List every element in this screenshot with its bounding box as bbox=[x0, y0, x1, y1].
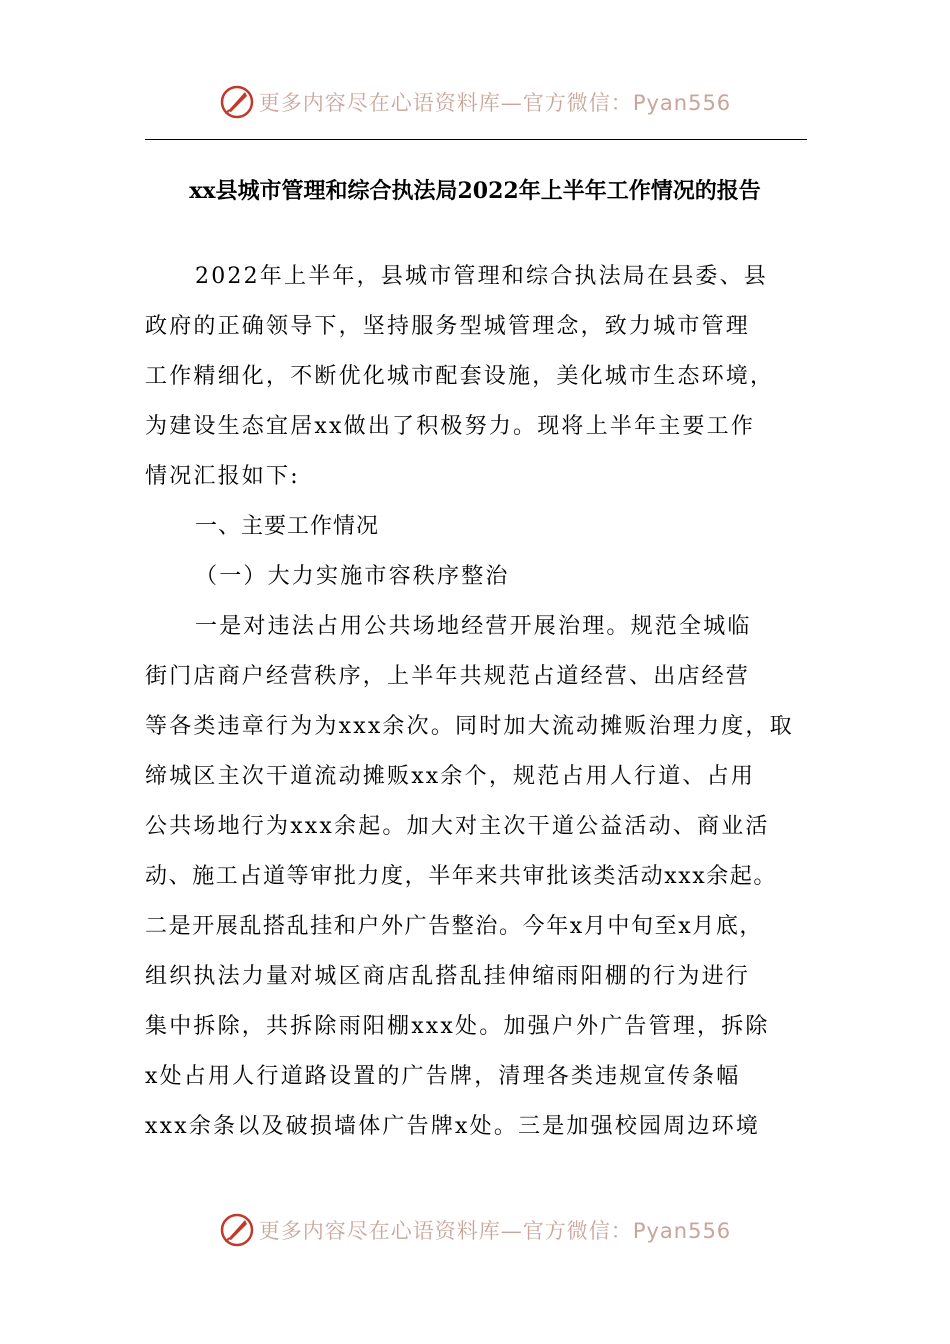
intro-line: 为建设生态宜居xx做出了积极努力。现将上半年主要工作 bbox=[145, 414, 756, 439]
body-line: x处占用人行道路设置的广告牌，清理各类违规宣传条幅 bbox=[145, 1064, 741, 1089]
header-divider bbox=[145, 139, 807, 140]
body-line: 一是对违法占用公共场地经营开展治理。规范全城临 bbox=[195, 614, 752, 639]
body-line: xxx余条以及破损墙体广告牌x处。三是加强校园周边环境 bbox=[145, 1114, 761, 1139]
body-line: 组织执法力量对城区商店乱搭乱挂伸缩雨阳棚的行为进行 bbox=[145, 964, 751, 989]
body-line: 缔城区主次干道流动摊贩xx余个，规范占用人行道、占用 bbox=[145, 764, 756, 789]
body-line: 公共场地行为xxx余起。加大对主次干道公益活动、商业活 bbox=[145, 814, 770, 839]
wechat-id: Pyan556 bbox=[632, 1219, 732, 1243]
intro-line: 政府的正确领导下，坚持服务型城管理念，致力城市管理 bbox=[145, 314, 751, 339]
subsection-heading: （一）大力实施市容秩序整治 bbox=[195, 564, 510, 589]
body-line: 动、施工占道等审批力度，半年来共审批该类活动xxx余起。 bbox=[145, 864, 778, 889]
banner-text: 更多内容尽在心语资料库—官方微信：Pyan556 bbox=[258, 1219, 732, 1243]
quill-logo-icon bbox=[219, 84, 255, 120]
wechat-id: Pyan556 bbox=[632, 91, 732, 115]
header-banner bbox=[0, 82, 950, 122]
body-line: 二是开展乱搭乱挂和户外广告整治。今年x月中旬至x月底， bbox=[145, 914, 764, 939]
quill-logo-icon bbox=[219, 1212, 255, 1248]
banner-text: 更多内容尽在心语资料库—官方微信：Pyan556 bbox=[258, 91, 732, 115]
intro-line: 2022年上半年，县城市管理和综合执法局在县委、县 bbox=[195, 264, 768, 289]
intro-line: 情况汇报如下: bbox=[145, 464, 300, 489]
body-line: 街门店商户经营秩序，上半年共规范占道经营、出店经营 bbox=[145, 664, 751, 689]
intro-line: 工作精细化，不断优化城市配套设施，美化城市生态环境， bbox=[145, 364, 775, 389]
section-heading: 一、主要工作情况 bbox=[195, 514, 380, 539]
document-title: xx县城市管理和综合执法局2022年上半年工作情况的报告 bbox=[189, 178, 761, 204]
footer-banner bbox=[0, 1210, 950, 1250]
body-line: 集中拆除，共拆除雨阳棚xxx处。加强户外广告管理，拆除 bbox=[145, 1014, 770, 1039]
body-line: 等各类违章行为为xxx余次。同时加大流动摊贩治理力度，取 bbox=[145, 714, 794, 739]
